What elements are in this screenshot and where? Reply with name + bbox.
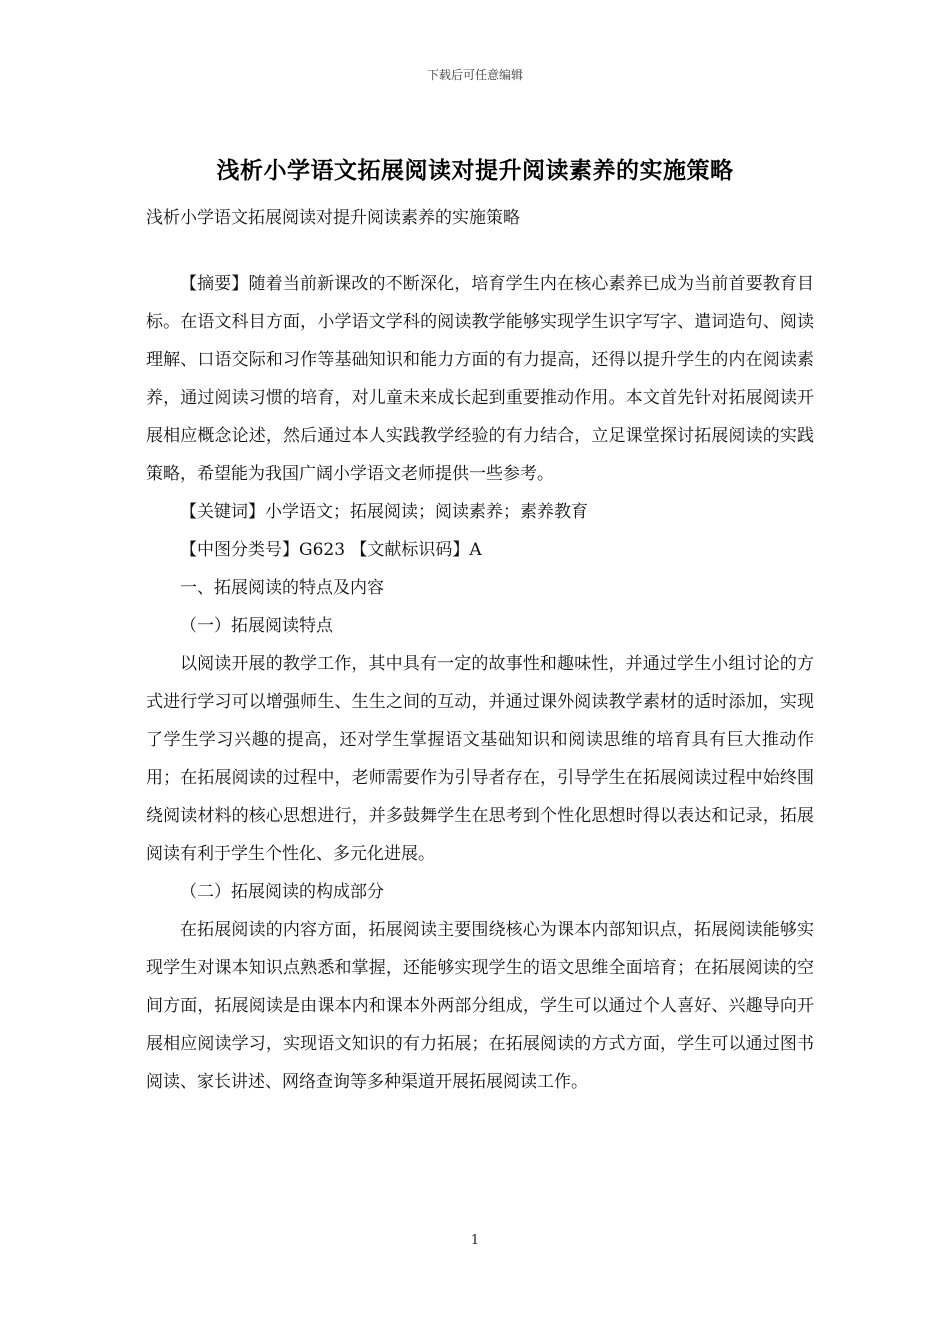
subsection-heading: （二）拓展阅读的构成部分 [180,882,384,902]
subsection-heading: （一）拓展阅读特点 [180,616,333,636]
abstract-paragraph: 【摘要】随着当前新课改的不断深化，培育学生内在核心素养已成为当前首要教育目标。在语文科目方面，小学语文学科的阅读教学能够实现学生识字写字、遣词造句、阅读理解、口语交际和习作等基础知识和能力方面的有力提高，还得以提升学生的内在阅读素养，通过阅读习惯的培育，对儿童未来成长起到重要推动作用。本文首先针对拓展阅读开展相应概念论述，然后通过本人实践教学经验的有力结合，立足课堂探讨拓展阅读的实践策略，希望能为我国广阔小学语文老师提供一些参考。 [146,274,814,484]
document-subtitle: 浅析小学语文拓展阅读对提升阅读素养的实施策略 [146,208,520,228]
section-heading: 一、拓展阅读的特点及内容 [180,578,384,598]
page-number: 1 [470,1233,480,1248]
header-note: 下载后可任意编辑 [426,68,523,82]
body-paragraph: 在拓展阅读的内容方面，拓展阅读主要围绕核心为课本内部知识点，拓展阅读能够实现学生对课本知识点熟悉和掌握，还能够实现学生的语文思维全面培育；在拓展阅读的空间方面，拓展阅读是由课本内和课本外两部分组成，学生可以通过个人喜好、兴趣导向开展相应阅读学习，实现语文知识的有力拓展；在拓展阅读的方式方面，学生可以通过图书阅读、家长讲述、网络查询等多种渠道开展拓展阅读工作。 [146,920,814,1092]
body-paragraph: 以阅读开展的教学工作，其中具有一定的故事性和趣味性，并通过学生小组讨论的方式进行学习可以增强师生、生生之间的互动，并通过课外阅读教学素材的适时添加，实现了学生学习兴趣的提高，还对学生掌握语文基础知识和阅读思维的培育具有巨大推动作用；在拓展阅读的过程中，老师需要作为引导者存在，引导学生在拓展阅读过程中始终围绕阅读材料的核心思想进行，并多鼓舞学生在思考到个性化思想时得以表达和记录，拓展阅读有利于学生个性化、多元化进展。 [146,654,814,864]
classification-line: 【中图分类号】G623 【文献标识码】A [180,540,482,560]
document-body [146,265,814,1101]
document-title: 浅析小学语文拓展阅读对提升阅读素养的实施策略 [216,157,734,184]
keywords-line: 【关键词】小学语文；拓展阅读；阅读素养；素养教育 [180,502,588,522]
